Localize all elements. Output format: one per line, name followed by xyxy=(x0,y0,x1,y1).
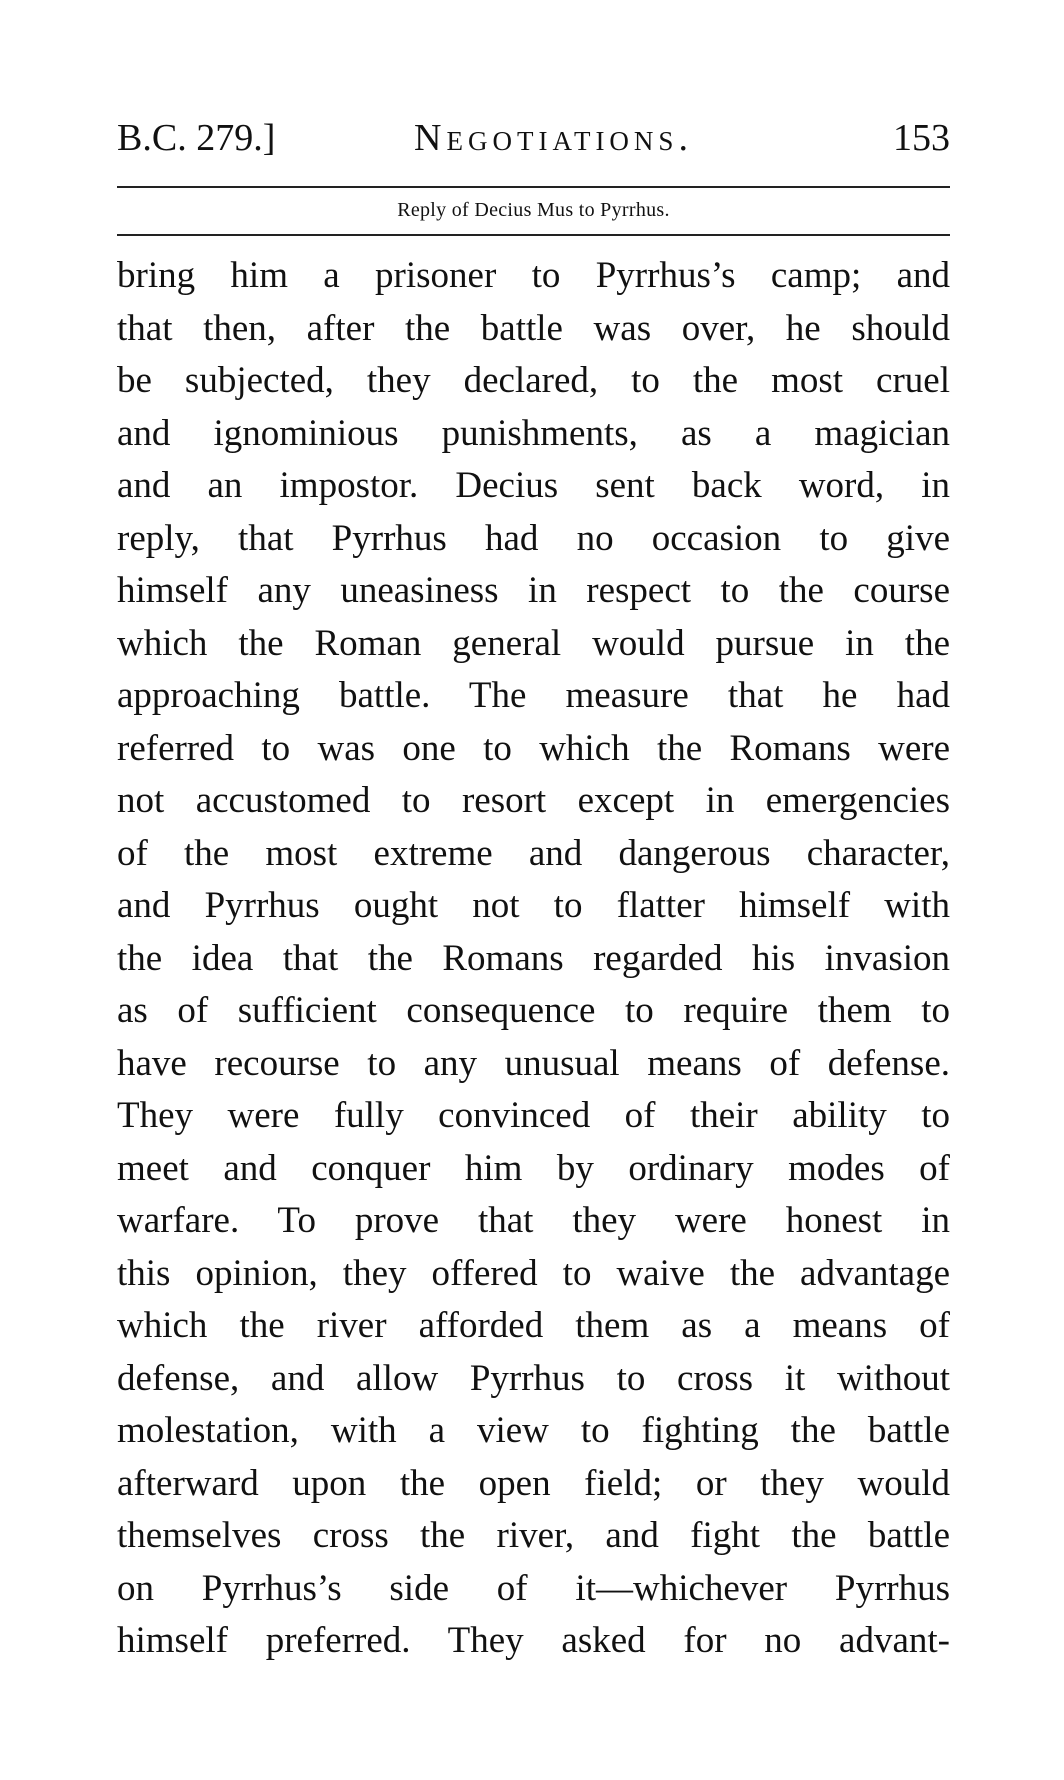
text-line: and an impostor. Decius sent back word, in xyxy=(117,465,950,506)
date-heading: B.C. 279.] xyxy=(117,117,276,159)
running-head xyxy=(117,112,950,164)
text-line: defense, and allow Pyrrhus to cross it without xyxy=(117,1357,950,1399)
text-line: himself any uneasiness in respect to the course xyxy=(117,570,950,611)
text-line: have recourse to any unusual means of defense. xyxy=(117,1042,950,1084)
text-line: meet and conquer him by ordinary modes of xyxy=(117,1147,950,1189)
text-line: afterward upon the open field; or they would xyxy=(117,1462,950,1504)
text-line: and ignominious punishments, as a magician xyxy=(117,412,950,454)
text-line: bring him a prisoner to Pyrrhus’s camp; and xyxy=(117,255,950,296)
text-line: that then, after the battle was over, he should xyxy=(117,307,950,349)
text-line: on Pyrrhus’s side of it—whichever Pyrrhus xyxy=(117,1567,950,1609)
text-line: and Pyrrhus ought not to flatter himself with xyxy=(117,885,950,926)
text-line: which the river afforded them as a means of xyxy=(117,1305,950,1346)
top-rule xyxy=(117,186,950,188)
text-line: which the Roman general would pursue in the xyxy=(117,622,950,664)
text-line: approaching battle. The measure that he had xyxy=(117,675,950,716)
text-line: not accustomed to resort except in emergencies xyxy=(117,780,950,821)
section-subheading: Reply of Decius Mus to Pyrrhus. xyxy=(397,199,670,221)
body-text xyxy=(117,250,950,1668)
bottom-rule xyxy=(117,234,950,236)
text-line: be subjected, they declared, to the most cruel xyxy=(117,360,950,401)
text-line: of the most extreme and dangerous character, xyxy=(117,832,950,874)
text-line: himself preferred. They asked for no advant- xyxy=(117,1620,950,1661)
page-number: 153 xyxy=(893,117,950,159)
text-line: molestation, with a view to fighting the battle xyxy=(117,1410,950,1451)
text-line: the idea that the Romans regarded his invasion xyxy=(117,937,950,979)
text-line: themselves cross the river, and fight the battle xyxy=(117,1515,950,1556)
text-line: reply, that Pyrrhus had no occasion to give xyxy=(117,517,950,559)
text-line: this opinion, they offered to waive the advantage xyxy=(117,1252,950,1294)
text-line: They were fully convinced of their ability to xyxy=(117,1095,950,1136)
text-line: as of sufficient consequence to require them to xyxy=(117,990,950,1031)
text-line: referred to was one to which the Romans were xyxy=(117,727,950,769)
text-line: warfare. To prove that they were honest in xyxy=(117,1200,950,1241)
chapter-title: Negotiations. xyxy=(414,117,693,159)
